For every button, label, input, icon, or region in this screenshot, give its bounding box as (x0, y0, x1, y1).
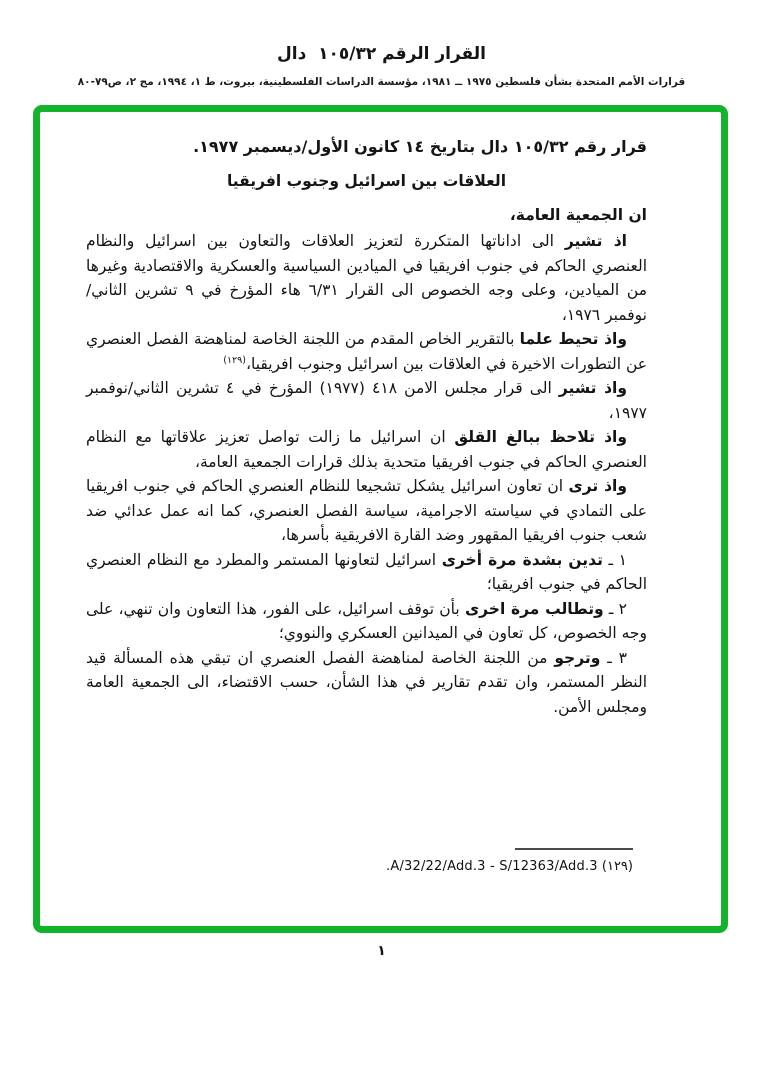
paragraph-lead: واذ تشير (558, 379, 627, 397)
footnote-text: (١٢٩) A/32/22/Add.3 - S/12363/Add.3. (386, 859, 633, 874)
document-subject: العلاقات بين اسرائيل وجنوب افريقيا (226, 172, 507, 190)
item-number: ١ ـ (602, 550, 627, 569)
resolution-header-title: القرار الرقم ١٠٥/٣٢ دال (277, 44, 486, 64)
item-number: ٣ ـ (600, 648, 627, 667)
paragraph-lead: وتطالب مرة اخرى (464, 599, 604, 618)
operative-paragraph-3 (86, 646, 647, 720)
preamble-paragraph (86, 425, 647, 474)
operative-paragraph-1 (86, 548, 647, 597)
paragraph-text: بأن توقف اسرائيل، على الفور، هذا التعاون وان تنهي، على وجه الخصوص، كل تعاون في الميدانين العسكري والنووي؛ (86, 599, 647, 642)
paragraph-lead: اذ تشير (564, 232, 627, 250)
preamble-paragraph (86, 229, 647, 327)
paragraph-lead: وترجو (554, 648, 601, 667)
footnote-divider (515, 848, 633, 850)
footnote-ref: (١٢٩) (223, 354, 246, 366)
operative-paragraph-2 (86, 597, 647, 646)
source-citation: قرارات الأمم المتحدة بشأن فلسطين ١٩٧٥ ــ ١٩٨١، مؤسسة الدراسات الفلسطينية، بيروت، ط ١، ١٩٩٤، مج ٢، ص٧٩-٨٠ (77, 76, 686, 88)
paragraph-text: من اللجنة الخاصة لمناهضة الفصل العنصري ان تبقي هذه المسألة قيد النظر المستمر، وان تقدم تقارير في هذا الشأن، حسب الاقتضاء، الى الجمعية العامة ومجلس الأمن. (86, 648, 647, 716)
preamble-paragraph (86, 474, 647, 548)
preamble-paragraph (86, 327, 647, 376)
paragraph-text: الى قرار مجلس الامن ٤١٨ (١٩٧٧) المؤرخ في ٤ تشرين الثاني/نوفمبر ١٩٧٧، (86, 379, 647, 422)
document-opening: ان الجمعية العامة، (509, 206, 647, 224)
paragraph-text: اسرائيل لتعاونها المستمر والمطرد مع النظام العنصري الحاكم في جنوب افريقيا؛ (86, 550, 647, 593)
paragraph-lead: واذ ترى (568, 477, 628, 495)
paragraph-text: ان اسرائيل ما زالت تواصل تعزيز علاقاتها مع النظام العنصري الحاكم في جنوب افريقيا متحدية بذلك قرارات الجمعية العامة، (86, 428, 647, 471)
footnote-block (86, 848, 647, 874)
green-highlight-frame (33, 105, 728, 933)
paragraph-text: ان تعاون اسرائيل يشكل تشجيعا للنظام العنصري الحاكم في جنوب افريقيا على التمادي في سياسته الاجرامية، سياسة الفصل العنصري، كما انه عمل عدائي ضد شعب جنوب افريقيا المقهور وضد القارة الافريقية بأسرها، (86, 477, 647, 544)
page-number: ١ (377, 943, 386, 959)
paragraph-lead: تدين بشدة مرة أخرى (441, 550, 603, 569)
paragraph-lead: واذ تحيط علما (519, 330, 627, 348)
paragraph-lead: واذ تلاحظ ببالغ القلق (454, 428, 627, 446)
document-title: قرار رقم ١٠٥/٣٢ دال بتاريخ ١٤ كانون الأول/ديسمبر ١٩٧٧. (193, 137, 647, 156)
paragraph-text: الى اداناتها المتكررة لتعزيز العلاقات والتعاون بين اسرائيل والنظام العنصري الحاكم في جنوب افريقيا في الميادين السياسية والعسكرية والاقتصادية وغيرها من الميادين، وعلى وجه الخصوص الى القرار ٦/٣١ هاء المؤرخ في ٩ تشرين الثاني/نوفمبر ١٩٧٦، (86, 232, 648, 324)
paragraph-text: بالتقرير الخاص المقدم من اللجنة الخاصة لمناهضة الفصل العنصري عن التطورات الاخيرة في العلاقات بين اسرائيل وجنوب افريقيا، (86, 330, 647, 373)
item-number: ٢ ـ (603, 599, 627, 618)
preamble-paragraph (86, 376, 647, 425)
